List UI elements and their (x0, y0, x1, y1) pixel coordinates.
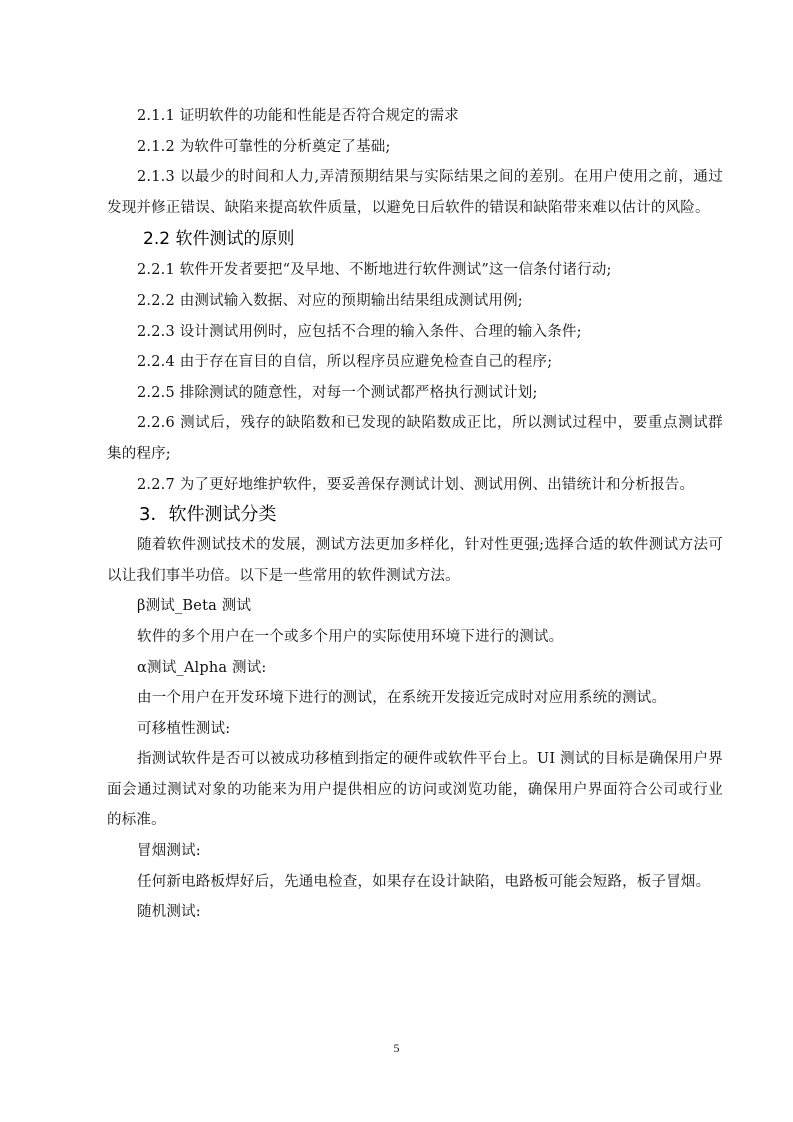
term-smoke-test: 冒烟测试: (137, 843, 201, 860)
paragraph-2-1-2: 2.1.2 为软件可靠性的分析奠定了基础; (137, 138, 391, 155)
paragraph-intro: 随着软件测试技术的发展，测试方法更加多样化，针对性更强;选择合适的软件测试方法可以让我们事半功倍。以下是一些常用的软件测试方法。 (107, 537, 723, 584)
definition-alpha-test: 由一个用户在开发环境下进行的测试，在系统开发接近完成时对应用系统的测试。 (137, 690, 667, 707)
definition-beta-test: 软件的多个用户在一个或多个用户的实际使用环境下进行的测试。 (137, 628, 564, 645)
definition-portability-test: 指测试软件是否可以被成功移植到指定的硬件或软件平台上。UI 测试的目标是确保用户界面会通过测试对象的功能来为用户提供相应的访问或浏览功能，确保用户界面符合公司或行业的标准。 (107, 751, 723, 829)
section-heading-2-2: 2.2 软件测试的原则 (143, 229, 295, 250)
paragraph-2-2-5: 2.2.5 排除测试的随意性，对每一个测试都严格执行测试计划; (137, 384, 538, 401)
paragraph-2-2-7: 2.2.7 为了更好地维护软件，要妥善保存测试计划、测试用例、出错统计和分析报告。 (137, 476, 695, 493)
paragraph-2-2-3: 2.2.3 设计测试用例时，应包括不合理的输入条件、合理的输入条件; (137, 323, 582, 340)
term-portability-test: 可移植性测试: (137, 720, 231, 737)
chapter-heading-3: 3．软件测试分类 (139, 504, 277, 526)
definition-smoke-test: 任何新电路板焊好后，先通电检查，如果存在设计缺陷，电路板可能会短路，板子冒烟。 (137, 873, 711, 890)
paragraph-2-2-6: 2.2.6 测试后，残存的缺陷数和已发现的缺陷数成正比，所以测试过程中，要重点测试群集的程序; (107, 415, 723, 462)
term-beta-test: β测试_Beta 测试 (137, 598, 252, 615)
paragraph-2-2-2: 2.2.2 由测试输入数据、对应的预期输出结果组成测试用例; (137, 292, 523, 309)
paragraph-2-1-1: 2.1.1 证明软件的功能和性能是否符合规定的需求 (137, 108, 460, 124)
page-number: 5 (393, 1041, 400, 1055)
term-alpha-test: α测试_Alpha 测试: (137, 659, 267, 676)
paragraph-2-1-3: 2.1.3 以最少的时间和人力,弄清预期结果与实际结果之间的差别。在用户使用之前，通过发现并修正错误、缺陷来提高软件质量，以避免日后软件的错误和缺陷带来难以估计的风险。 (107, 169, 723, 216)
paragraph-2-2-4: 2.2.4 由于存在盲目的自信，所以程序员应避免检查自己的程序; (137, 354, 553, 371)
term-random-test: 随机测试: (137, 904, 201, 921)
paragraph-2-2-1: 2.2.1 软件开发者要把“及早地、不断地进行软件测试”这一信条付诸行动; (137, 262, 612, 279)
document-body (107, 101, 723, 928)
